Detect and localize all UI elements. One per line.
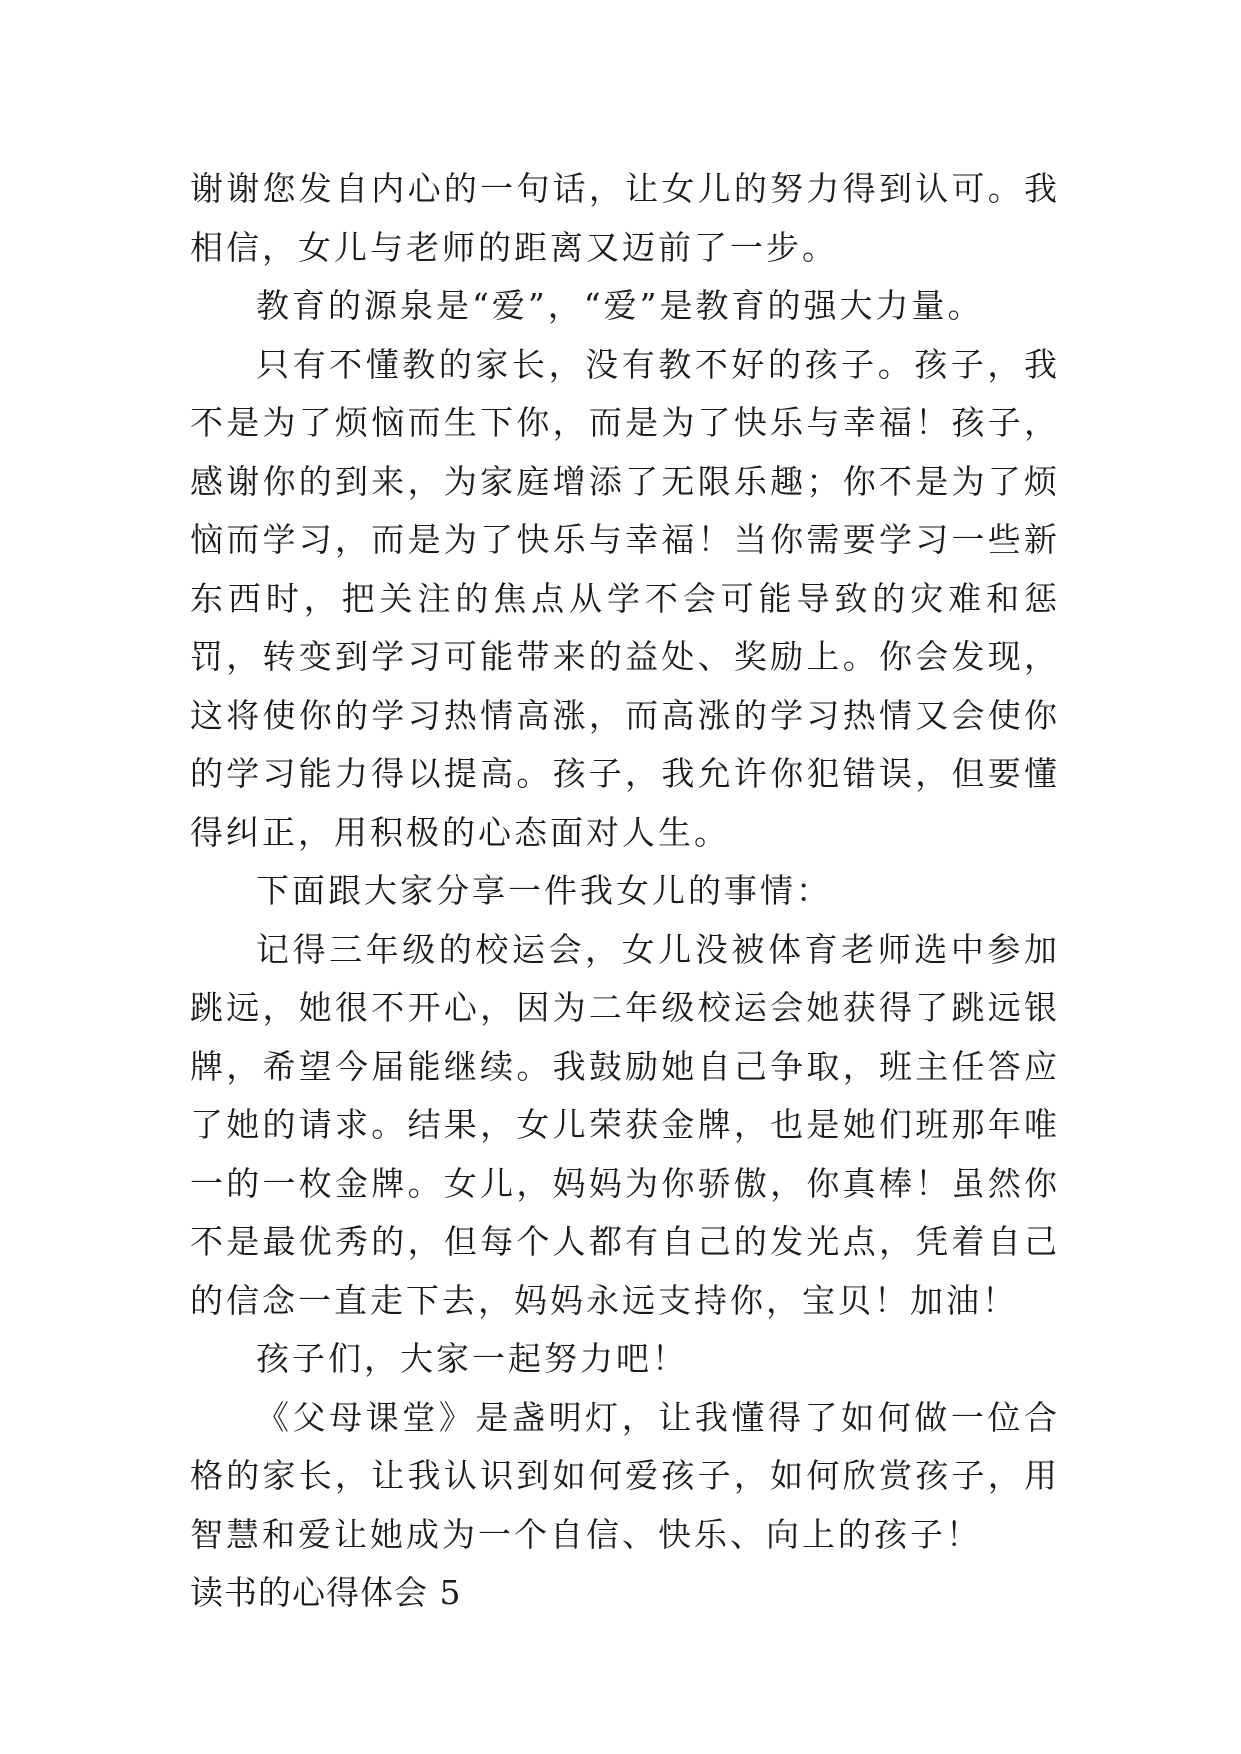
paragraph: 谢谢您发自内心的一句话，让女儿的努力得到认可。我相信，女儿与老师的距离又迈前了一步。	[190, 169, 1060, 267]
section-heading: 读书的心得体会 5	[190, 1573, 462, 1612]
paragraph: 《父母课堂》是盏明灯，让我懂得了如何做一位合格的家长，让我认识到如何爱孩子，如何欣赏孩子，用智慧和爱让她成为一个自信、快乐、向上的孩子！	[190, 1397, 1060, 1554]
document-body	[190, 160, 1060, 1623]
paragraph: 教育的源泉是“爱”，“爱”是教育的强大力量。	[256, 286, 984, 325]
paragraph: 记得三年级的校运会，女儿没被体育老师选中参加跳远，她很不开心，因为二年级校运会她获得了跳远银牌，希望今届能继续。我鼓励她自己争取，班主任答应了她的请求。结果，女儿荣获金牌，也是她们班那年唯一的一枚金牌。女儿，妈妈为你骄傲，你真棒！虽然你不是最优秀的，但每个人都有自己的发光点，凭着自己的信念一直走下去，妈妈永远支持你，宝贝！加油！	[190, 929, 1060, 1320]
paragraph: 下面跟大家分享一件我女儿的事情：	[256, 871, 832, 910]
paragraph: 只有不懂教的家长，没有教不好的孩子。孩子，我不是为了烦恼而生下你，而是为了快乐与幸福！孩子，感谢你的到来，为家庭增添了无限乐趣；你不是为了烦恼而学习，而是为了快乐与幸福！当你需要学习一些新东西时，把关注的焦点从学不会可能导致的灾难和惩罚，转变到学习可能带来的益处、奖励上。你会发现，这将使你的学习热情高涨，而高涨的学习热情又会使你的学习能力得以提高。孩子，我允许你犯错误，但要懂得纠正，用积极的心态面对人生。	[190, 344, 1060, 852]
paragraph: 孩子们，大家一起努力吧！	[256, 1339, 688, 1378]
